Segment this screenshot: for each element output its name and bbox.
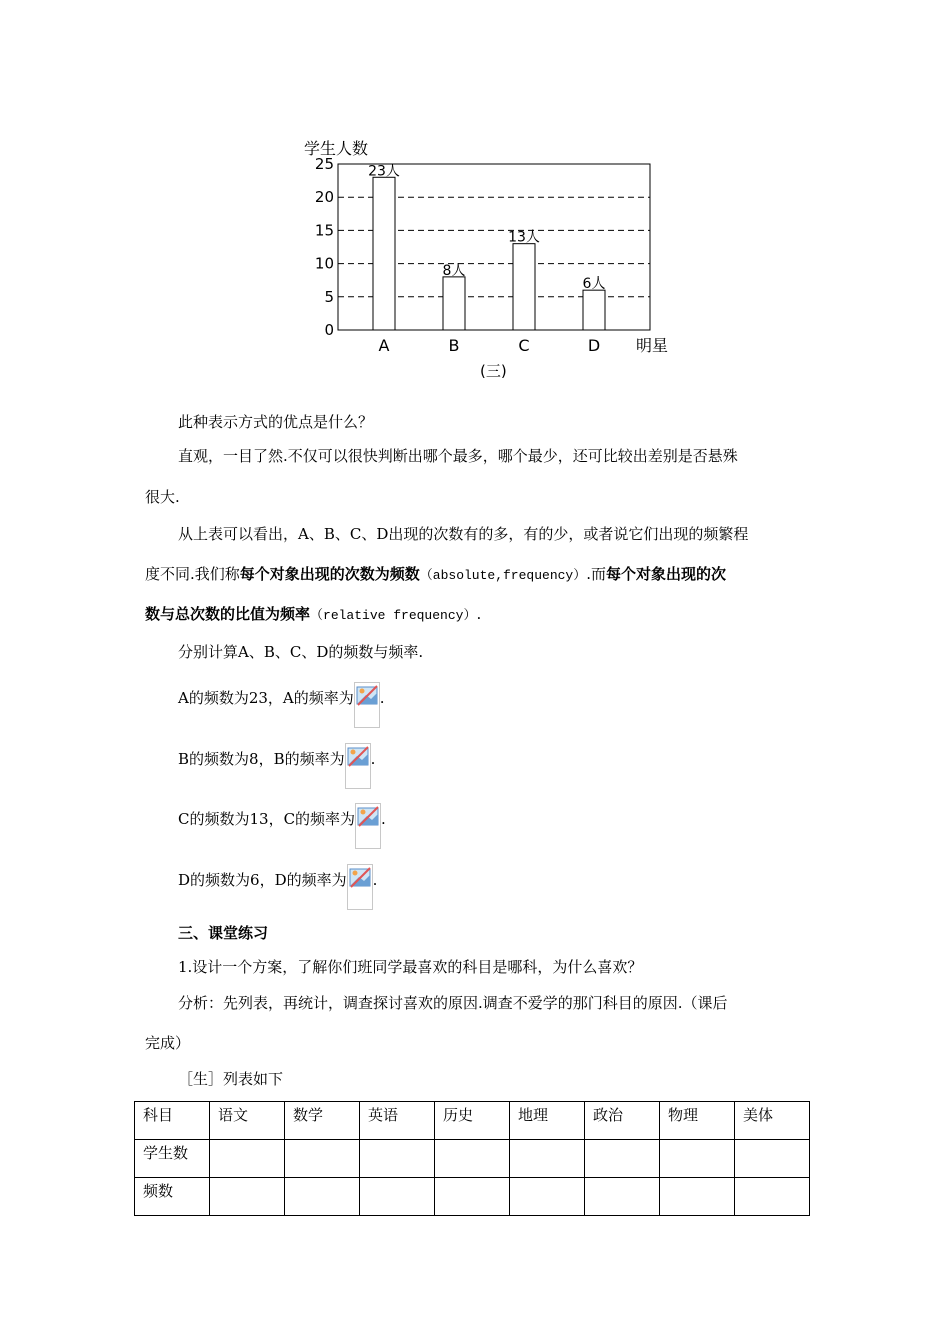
table-cell (285, 1178, 360, 1216)
table-cell: 语文 (210, 1102, 285, 1140)
table-cell: 美体 (735, 1102, 810, 1140)
definition-relative-part2: 数与总次数的比值为频率 (145, 605, 311, 623)
y-tick-label: 0 (324, 321, 334, 339)
bar (373, 177, 395, 330)
y-tick-labels (315, 155, 334, 339)
broken-image-icon (354, 682, 380, 728)
calc-intro: 分别计算A、B、C、D的频数与频率. (178, 643, 424, 661)
period: . (372, 871, 378, 889)
table-cell (510, 1140, 585, 1178)
table-cell: 政治 (585, 1102, 660, 1140)
table-cell: 地理 (510, 1102, 585, 1140)
table-cell: 英语 (360, 1102, 435, 1140)
table-cell (210, 1178, 285, 1216)
y-tick-label: 20 (314, 188, 334, 207)
analysis-line-2: 完成） (145, 1034, 191, 1052)
answer-line-2: 很大. (145, 488, 180, 506)
y-axis-label: 学生人数 (304, 139, 369, 158)
table-cell (510, 1178, 585, 1216)
table-row (135, 1178, 810, 1216)
student-note: ［生］列表如下 (178, 1070, 284, 1088)
x-tick-label: A (378, 336, 390, 355)
broken-image-icon (347, 864, 373, 910)
data-labels (368, 163, 605, 292)
chart-caption: (三) (480, 362, 507, 380)
answer-line-1: 直观，一目了然.不仅可以很快判断出哪个最多，哪个最少，还可比较出差别是否悬殊 (178, 447, 738, 465)
table-cell (585, 1178, 660, 1216)
table-cell: 科目 (135, 1102, 210, 1140)
table-cell: 数学 (285, 1102, 360, 1140)
table-cell (660, 1178, 735, 1216)
calc-line-b (178, 749, 375, 789)
period: . (370, 750, 376, 768)
calc-line-c (178, 809, 386, 849)
calc-text: D的频数为6，D的频率为 (178, 871, 347, 889)
calc-line-d (178, 870, 377, 910)
paragraph-line-1: 从上表可以看出，A、B、C、D出现的次数有的多，有的少，或者说它们出现的频繁程 (178, 525, 749, 543)
calc-text: A的频数为23，A的频率为 (178, 689, 354, 707)
term-absolute-frequency: （absolute,frequency） (419, 568, 587, 583)
calc-text: B的频数为8，B的频率为 (178, 750, 345, 768)
bar (513, 244, 535, 330)
y-tick-label: 25 (314, 155, 334, 173)
bar-chart (296, 134, 686, 384)
exercise-1: 1.设计一个方案，了解你们班同学最喜欢的科目是哪科，为什么喜欢？ (178, 958, 643, 976)
calc-line-a (178, 688, 385, 728)
table-cell (210, 1140, 285, 1178)
table-cell (435, 1178, 510, 1216)
table-cell (735, 1140, 810, 1178)
data-label: 8人 (442, 262, 466, 279)
table-cell: 频数 (135, 1178, 210, 1216)
definition-relative-part1: 每个对象出现的次 (606, 565, 727, 583)
x-axis-label: 明星 (636, 336, 669, 355)
definition-frequency: 每个对象出现的次数为频数 (239, 565, 420, 583)
table-cell: 物理 (660, 1102, 735, 1140)
table-cell: 学生数 (135, 1140, 210, 1178)
subject-table (134, 1101, 810, 1216)
paragraph-line-2 (145, 564, 726, 586)
paragraph-text: 度不同.我们称 (145, 565, 240, 583)
bar (443, 277, 465, 330)
broken-image-icon (345, 743, 371, 789)
calc-text: C的频数为13，C的频率为 (178, 810, 356, 828)
paragraph-line-3 (145, 604, 481, 626)
table-cell: 历史 (435, 1102, 510, 1140)
broken-image-icon (355, 803, 381, 849)
period: . (379, 689, 385, 707)
table-cell (435, 1140, 510, 1178)
data-label: 23人 (368, 163, 400, 180)
table-cell (660, 1140, 735, 1178)
paragraph-text: .而 (586, 565, 607, 583)
bar (583, 290, 605, 330)
bars (373, 177, 605, 330)
x-tick-label: C (518, 336, 530, 355)
y-tick-label: 5 (324, 287, 334, 306)
period: . (381, 810, 386, 828)
data-label: 13人 (508, 229, 540, 246)
analysis-line-1: 分析：先列表，再统计，调查探讨喜欢的原因.调查不爱学的那门科目的原因.（课后 (178, 994, 728, 1012)
x-tick-label: B (448, 336, 460, 355)
table-header-row (135, 1102, 810, 1140)
table-cell (360, 1140, 435, 1178)
y-tick-label: 10 (314, 254, 334, 273)
data-label: 6人 (582, 276, 606, 293)
table-cell (360, 1178, 435, 1216)
term-relative-frequency: （relative frequency） (310, 608, 477, 623)
table-cell (285, 1140, 360, 1178)
table-cell (735, 1178, 810, 1216)
table-cell (585, 1140, 660, 1178)
section-heading: 三、课堂练习 (178, 924, 269, 942)
paragraph-text: . (476, 605, 482, 623)
y-tick-label: 15 (314, 221, 334, 240)
table-row (135, 1140, 810, 1178)
x-tick-label: D (587, 336, 601, 355)
question-text: 此种表示方式的优点是什么？ (178, 413, 374, 431)
x-tick-labels (379, 336, 601, 355)
